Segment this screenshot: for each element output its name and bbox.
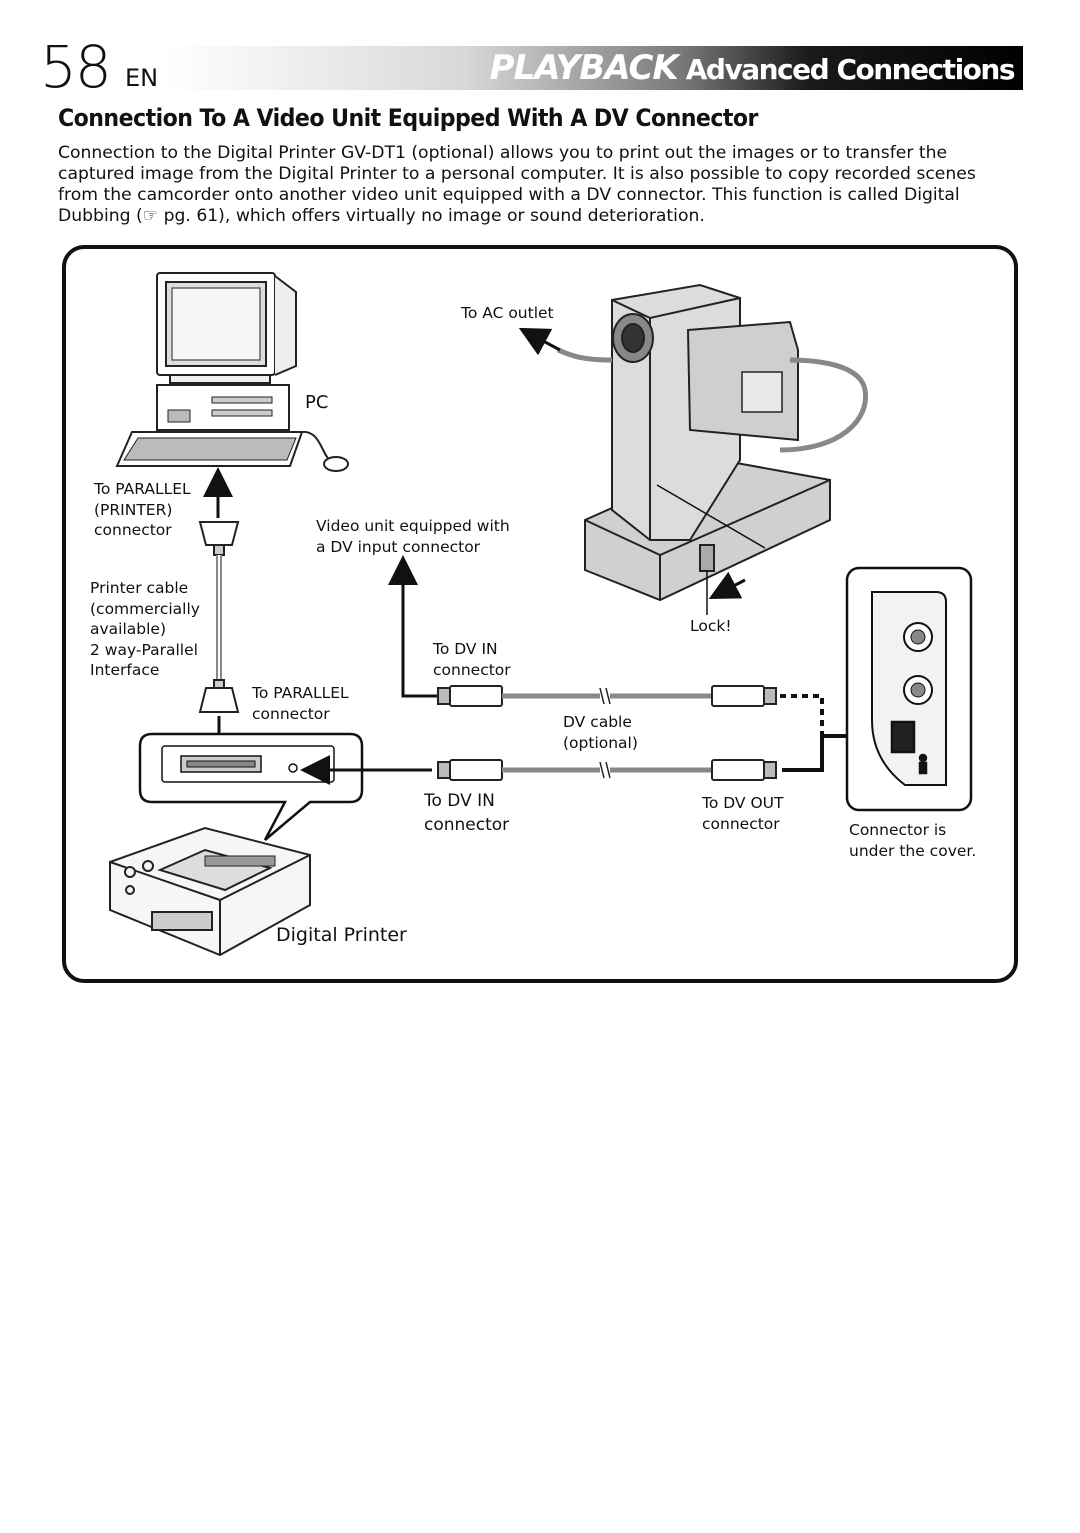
digital-printer-label: Digital Printer xyxy=(276,924,407,946)
to-dv-in-bottom-label: To DV IN connector xyxy=(424,791,510,835)
intro-line: Dubbing (☞ pg. 61), which offers virtually no image or sound deterioration. xyxy=(58,206,705,226)
intro-line: from the camcorder onto another video unit equipped with a DV connector. This function is called Digital xyxy=(58,185,960,205)
dv-cable-bottom xyxy=(438,760,776,780)
connector-under-cover-label: Connector is under the cover. xyxy=(849,821,977,860)
printer-port-callout xyxy=(140,734,362,840)
lock-label: Lock! xyxy=(690,617,732,635)
dv-cable-label: DV cable (optional) xyxy=(563,713,638,752)
to-ac-outlet-label: To AC outlet xyxy=(461,304,554,322)
to-parallel-connector-label: To PARALLEL connector xyxy=(252,684,349,723)
printer-cable-label: Printer cable (commercially available) 2 way-Parallel Interface xyxy=(90,579,200,679)
arrow-to-ac-outlet xyxy=(532,335,560,350)
intro-line: Connection to the Digital Printer GV-DT1 (optional) allows you to print out the images or to transfer the xyxy=(58,143,948,163)
to-dv-in-top-label: To DV IN connector xyxy=(433,640,511,679)
printer-cable-icon xyxy=(200,522,238,712)
section-title: Connection To A Video Unit Equipped With A DV Connector xyxy=(58,104,758,132)
pc-monitor-icon xyxy=(157,273,296,383)
page-number: 58 xyxy=(40,33,110,101)
video-unit-label: Video unit equipped with a DV input connector xyxy=(316,517,510,556)
lock-direction-arrow xyxy=(722,580,745,592)
keyboard-icon xyxy=(117,432,348,471)
intro-line: captured image from the Digital Printer to a personal computer. It is also possible to copy recorded scenes xyxy=(58,164,976,184)
header-section: PLAYBACK xyxy=(489,48,678,88)
dashed-connection xyxy=(780,696,822,736)
camcorder-dock-icon xyxy=(558,285,866,600)
dv-cable-top xyxy=(438,686,776,706)
page-language: EN xyxy=(125,64,159,92)
header-subsection: Advanced Connections xyxy=(685,53,1014,86)
to-dv-out-label: To DV OUT connector xyxy=(702,794,784,833)
pc-label: PC xyxy=(305,392,329,413)
to-parallel-printer-label: To PARALLEL (PRINTER) connector xyxy=(94,480,191,539)
connector-panel-callout xyxy=(847,568,971,810)
pc-base-unit-icon xyxy=(157,385,289,430)
